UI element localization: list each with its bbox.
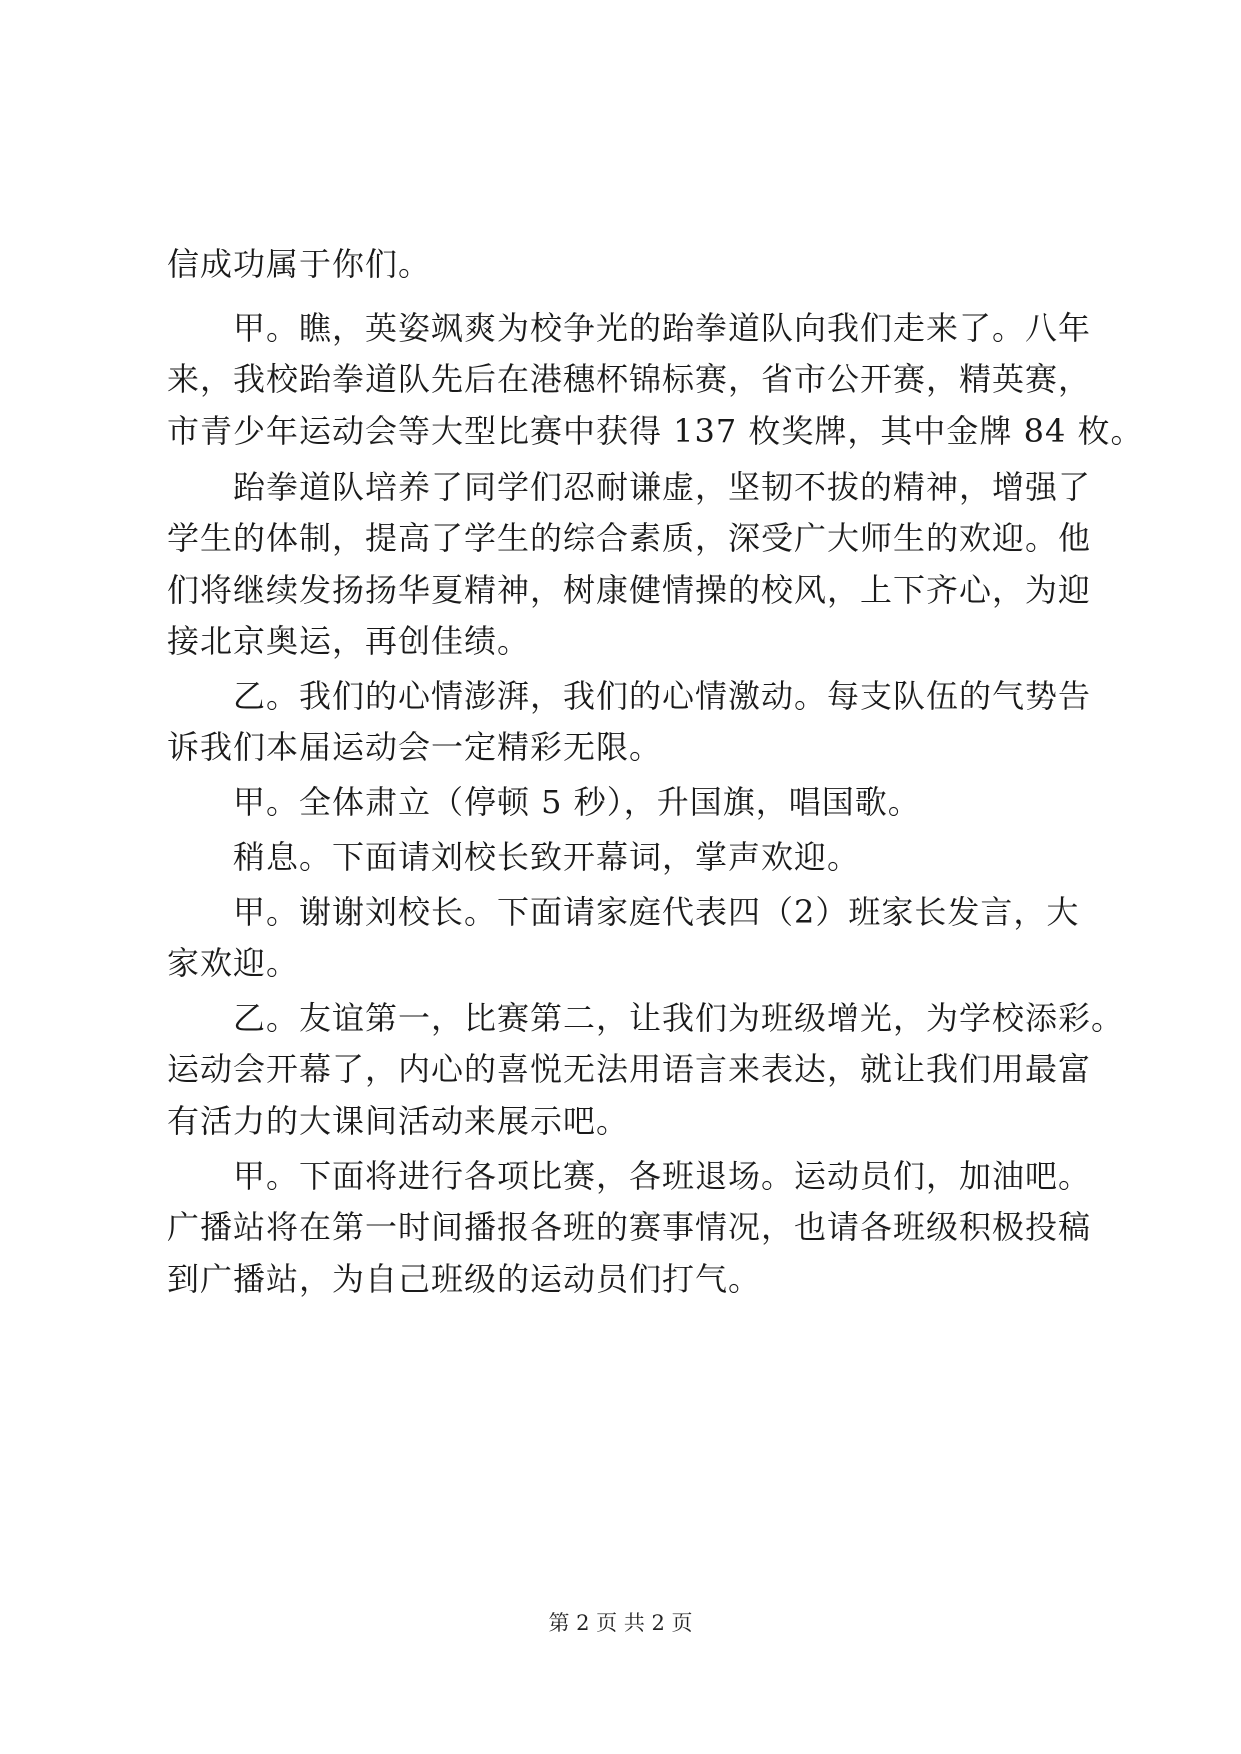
text-line: 接北京奥运，再创佳绩。 bbox=[167, 622, 531, 660]
page-number-footer: 第 2 页 共 2 页 bbox=[548, 1611, 693, 1635]
text-line: 跆拳道队培养了同学们忍耐谦虚，坚韧不拔的精神，增强了 bbox=[167, 468, 1092, 506]
text-line: 学生的体制，提高了学生的综合素质，深受广大师生的欢迎。他 bbox=[167, 519, 1092, 557]
text-line: 乙。友谊第一，比赛第二，让我们为班级增光，为学校添彩。 bbox=[167, 999, 1125, 1037]
text-line: 到广播站，为自己班级的运动员们打气。 bbox=[167, 1260, 762, 1298]
text-line: 甲。下面将进行各项比赛，各班退场。运动员们，加油吧。 bbox=[167, 1157, 1092, 1195]
text-line: 甲。瞧，英姿飒爽为校争光的跆拳道队向我们走来了。八年 bbox=[167, 309, 1092, 347]
text-line: 甲。全体肃立（停顿 5 秒），升国旗，唱国歌。 bbox=[167, 783, 921, 821]
text-line: 们将继续发扬扬华夏精神，树康健情操的校风，上下齐心，为迎 bbox=[167, 571, 1092, 609]
text-line: 诉我们本届运动会一定精彩无限。 bbox=[167, 728, 663, 766]
text-line: 有活力的大课间活动来展示吧。 bbox=[167, 1102, 630, 1140]
text-line: 信成功属于你们。 bbox=[167, 245, 432, 283]
text-line: 运动会开幕了，内心的喜悦无法用语言来表达，就让我们用最富 bbox=[167, 1050, 1092, 1088]
text-line: 甲。谢谢刘校长。下面请家庭代表四（2）班家长发言，大 bbox=[167, 893, 1080, 931]
text-line: 市青少年运动会等大型比赛中获得 137 枚奖牌，其中金牌 84 枚。 bbox=[167, 412, 1144, 450]
text-line: 稍息。下面请刘校长致开幕词，掌声欢迎。 bbox=[167, 838, 861, 876]
text-line: 乙。我们的心情澎湃，我们的心情激动。每支队伍的气势告 bbox=[167, 677, 1092, 715]
text-line: 来，我校跆拳道队先后在港穗杯锦标赛，省市公开赛，精英赛， bbox=[167, 360, 1092, 398]
text-line: 广播站将在第一时间播报各班的赛事情况，也请各班级积极投稿 bbox=[167, 1208, 1092, 1246]
text-line: 家欢迎。 bbox=[167, 944, 300, 982]
